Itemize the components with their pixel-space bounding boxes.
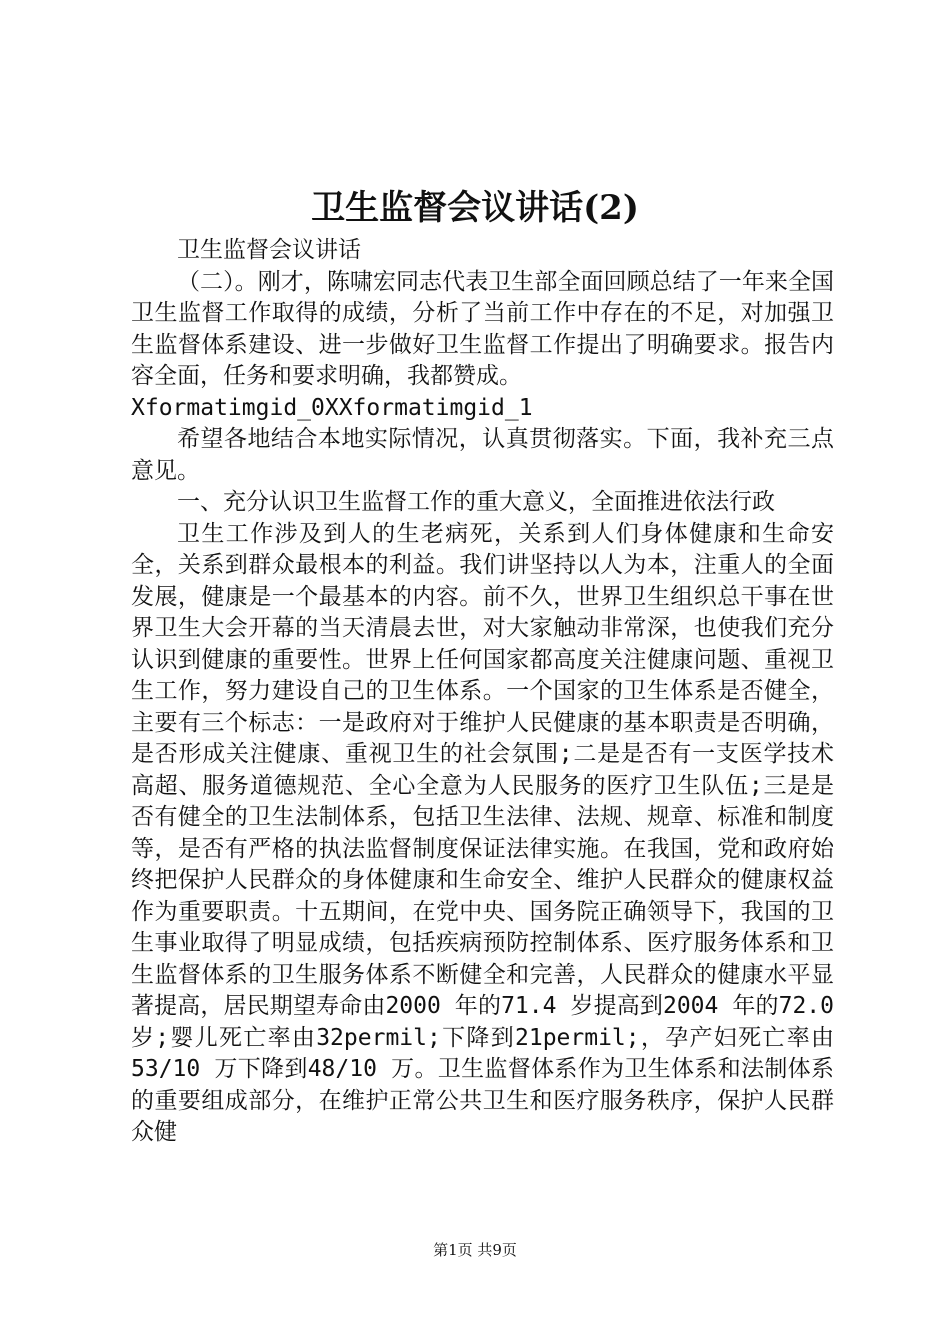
paragraph-body: 卫生工作涉及到人的生老病死，关系到人们身体健康和生命安全，关系到群众最根本的利益。我们讲坚持以人为本，注重人的全面发展，健康是一个最基本的内容。前不久，世界卫生组织总干事在世界卫生大会开幕的当天清晨去世，对大家触动非常深，也使我们充分认识到健康的重要性。世界上任何国家都高度关注健康问题、重视卫生工作，努力建设自己的卫生体系。一个国家的卫生体系是否健全，主要有三个标志：一是政府对于维护人民健康的基本职责是否明确，是否形成关注健康、重视卫生的社会氛围;二是是否有一支医学技术高超、服务道德规范、全心全意为人民服务的医疗卫生队伍;三是是否有健全的卫生法制体系，包括卫生法律、法规、规章、标准和制度等，是否有严格的执法监督制度保证法律实施。在我国，党和政府始终把保护人民群众的身体健康和生命安全、维护人民群众的健康权益作为重要职责。十五期间，在党中央、国务院正确领导下，我国的卫生事业取得了明显成绩，包括疾病预防控制体系、医疗服务体系和卫生监督体系的卫生服务体系不断健全和完善，人民群众的健康水平显著提高，居民期望寿命由2000 年的71.4 岁提高到2004 年的72.0 岁;婴儿死亡率由32permil;下降到21permil;，孕产妇死亡率由53/10 万下降到48/10 万。卫生监督体系作为卫生体系和法制体系的重要组成部分，在维护正常公共卫生和医疗服务秩序，保护人民群众健 (131, 520, 834, 1145)
paragraph-opinions: 希望各地结合本地实际情况，认真贯彻落实。下面，我补充三点意见。 (131, 426, 834, 484)
page-footer: 第1页 共9页 (433, 1241, 517, 1259)
paragraph-heading: 卫生监督会议讲话 (177, 237, 361, 263)
document-body (131, 235, 834, 1149)
paragraph-intro: （二）。刚才，陈啸宏同志代表卫生部全面回顾总结了一年来全国卫生监督工作取得的成绩，分析了当前工作中存在的不足，对加强卫生监督体系建设、进一步做好卫生监督工作提出了明确要求。报告内容全面，任务和要求明确，我都赞成。 (131, 268, 834, 389)
section-heading-1: 一、充分认识卫生监督工作的重大意义，全面推进依法行政 (177, 489, 775, 515)
document-title: 卫生监督会议讲话(2) (311, 188, 639, 228)
paragraph-image-placeholder: Xformatimgid_0XXformatimgid_1 (131, 394, 533, 421)
